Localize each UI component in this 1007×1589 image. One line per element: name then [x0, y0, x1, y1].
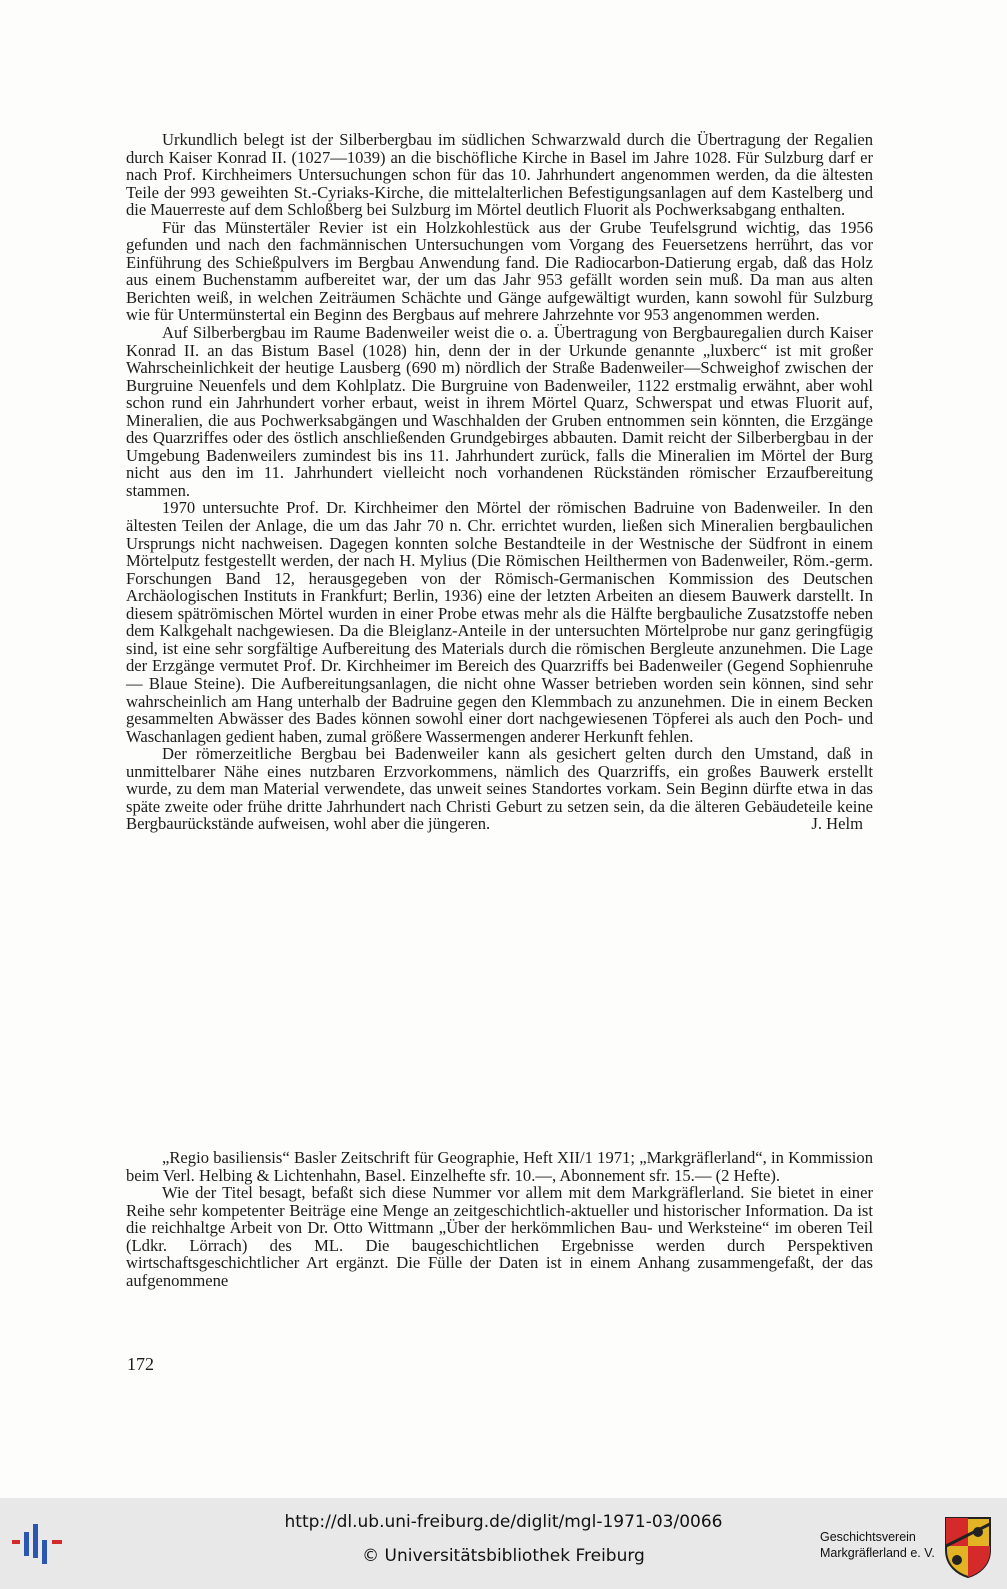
paragraph: Wie der Titel besagt, befaßt sich diese Nummer vor allem mit dem Markgräflerland. Sie bietet in einer Reihe sehr kompetenter Beiträge eine Menge an zeitgeschichtlich-aktueller und historischer Information. Da ist die reichhaltge Arbeit von Dr. Otto Wittmann „Über der herkömmlichen Bau- und Werksteine“ im oberen Teil (Ldkr. Lörrach) des ML. Die baugeschichtlichen Ergebnisse werden durch Perspektiven wirtschaftsgeschichtlicher Art ergänzt. Die Fülle der Daten ist in einem Anhang zusammengefaßt, der das aufgenommene [126, 1183, 873, 1290]
org-line: Geschichtsverein [820, 1530, 916, 1544]
document-url-link[interactable]: http://dl.ub.uni-freiburg.de/diglit/mgl-1971-03/0066 [284, 1512, 723, 1532]
copyright-text: © Universitätsbibliothek Freiburg [362, 1546, 645, 1566]
paragraph [126, 745, 873, 833]
coat-of-arms-icon [944, 1516, 992, 1578]
org-line: Markgräflerland e. V. [820, 1546, 935, 1560]
paragraph: Urkundlich belegt ist der Silberbergbau im südlichen Schwarzwald durch die Übertragung der Regalien durch Kaiser Konrad II. (1027—1039) an die bischöfliche Kirche in Basel im Jahre 1028. Für Sulzburg darf er nach Prof. Kirchheimers Untersuchungen schon für das 10. Jahrhundert angenommen werden, da die ältesten Teile der 993 geweihten St.-Cyriaks-Kirche, die mittelalterlichen Befestigungsanlagen auf dem Kastelberg und die Mauerreste auf dem Schloßberg bei Sulzburg im Mörtel deutlich Fluorit als Pochwerksabgang enthalten. [126, 130, 873, 220]
organization-name [820, 1529, 935, 1561]
author-signature: J. Helm [811, 814, 863, 834]
paragraph: 1970 untersuchte Prof. Dr. Kirchheimer den Mörtel der römischen Badruine von Badenweiler. In den ältesten Teilen der Anlage, die um das Jahr 70 n. Chr. errichtet wurden, ließen sich Mineralien bergbaulichen Ursprungs nicht nachweisen. Dagegen konnten solche Bestandteile in der Westnische der Südfront in einem Mörtelputz festgestellt werden, der nach H. Mylius (Die Römischen Heilthermen von Badenweiler, Röm.-germ. Forschungen Band 12, herausgegeben von der Römisch-Germanischen Kommission des Deutschen Archäologischen Instituts in Frankfurt; Berlin, 1936) eine der letzten Arbeiten an diesem Bauwerk darstellt. In diesem spätrömischen Mörtel wurden in einer Probe etwas mehr als die Hälfte bergbauliche Zusatzstoffe neben dem Kalkgehalt nachgewiesen. Da die Bleiglanz-Anteile in der untersuchten Mörtelprobe nur ganz geringfügig sind, ist eine sehr sorgfältige Aufbereitung des Materials durch die römischen Bergleute anzunehmen. Die Lage der Erzgänge vermutet Prof. Dr. Kirchheimer im Bereich des Quarzriffs bei Badenweiler (Gegend Sophienruhe — Blaue Steine). Die Aufbereitungsanlagen, die nicht ohne Wasser betrieben worden sein können, sind sehr wahrscheinlich am Hang unterhalb der Badruine gegen den Klemmbach zu anzunehmen. Die in einem Becken gesammelten Abwässer des Bades können sowohl einer dort nachgewiesenen Töpferei als auch den Poch- und Waschanlagen gedient haben, zumal größere Wassermengen anderer Herkunft fehlen. [126, 498, 873, 746]
paragraph: „Regio basiliensis“ Basler Zeitschrift für Geographie, Heft XII/1 1971; „Markgräflerland“, in Kommission beim Verl. Helbing & Lichtenhahn, Basel. Einzelhefte sfr. 10.—, Abonnement sfr. 15.— (2 Hefte). [126, 1148, 873, 1185]
paragraph-text: Der römerzeitliche Bergbau bei Badenweiler kann als gesichert gelten durch den Umstand, daß in unmittelbarer Nähe eines nutzbaren Erzvorkommens, nämlich des Quarzriffs, ein großes Bauwerk erstellt wurde, zu dem man Material verwendete, das unweit seines Standortes vorkam. Sein Beginn dürfte etwa in das späte zweite oder frühe dritte Jahrhundert nach Christi Geburt zu setzen sein, da die älteren Gebäudeteile keine Bergbaurückstände aufweisen, wohl aber die jüngeren. [126, 744, 873, 834]
review-text [126, 1149, 873, 1289]
paragraph: Auf Silberbergbau im Raume Badenweiler weist die o. a. Übertragung von Bergbauregalien durch Kaiser Konrad II. an das Bistum Basel (1028) hin, denn der in der Urkunde genannte „luxberc“ ist mit großer Wahrscheinlichkeit der heutige Lausberg (690 m) nördlich der Straße Badenweiler—Schweighof zwischen der Burgruine Neuenfels und dem Kohlplatz. Die Burgruine von Badenweiler, 1122 erstmalig erwähnt, aber wohl schon rund ein Jahrhundert vorher erbaut, weist in ihrem Mörtel Quarz, Schwerspat und etwas Fluorit auf, Mineralien, die aus Pochwerksabgängen und Waschhalden der Gruben entnommen sein könnten, die Erzgänge des Quarzriffes oder des östlich anschließenden Grundgebirges abbauten. Damit reicht der Silberbergbau in der Umgebung Badenweilers zumindest bis ins 11. Jahrhundert zurück, falls die Mineralien im Mörtel der Burg nicht aus den im 11. Jahrhundert vielleicht noch vorhandenen Rückständen römischer Erzaufbereitung stammen. [126, 323, 873, 500]
page-number: 172 [127, 1354, 154, 1374]
article-text [126, 131, 873, 833]
paragraph: Für das Münstertäler Revier ist ein Holzkohlestück aus der Grube Teufelsgrund wichtig, das 1956 gefunden und nach den fachmännischen Untersuchungen vom Vorgang des Feuersetzens herrührt, das vor Einführung des Schießpulvers im Bergbau Anwendung fand. Die Radiocarbon-Datierung ergab, daß das Holz aus einem Buchenstamm aufbereitet war, der um das Jahr 953 gefällt worden sein muß. Da man aus alten Berichten weiß, in welchen Zeiträumen Schächte und Gänge aufgewältigt wurden, kann sowohl für Sulzburg wie für Untermünstertal ein Beginn des Bergbaus auf mehrere Jahrzehnte vor 953 angenommen werden. [126, 217, 873, 325]
footer-bar [0, 1498, 1007, 1589]
